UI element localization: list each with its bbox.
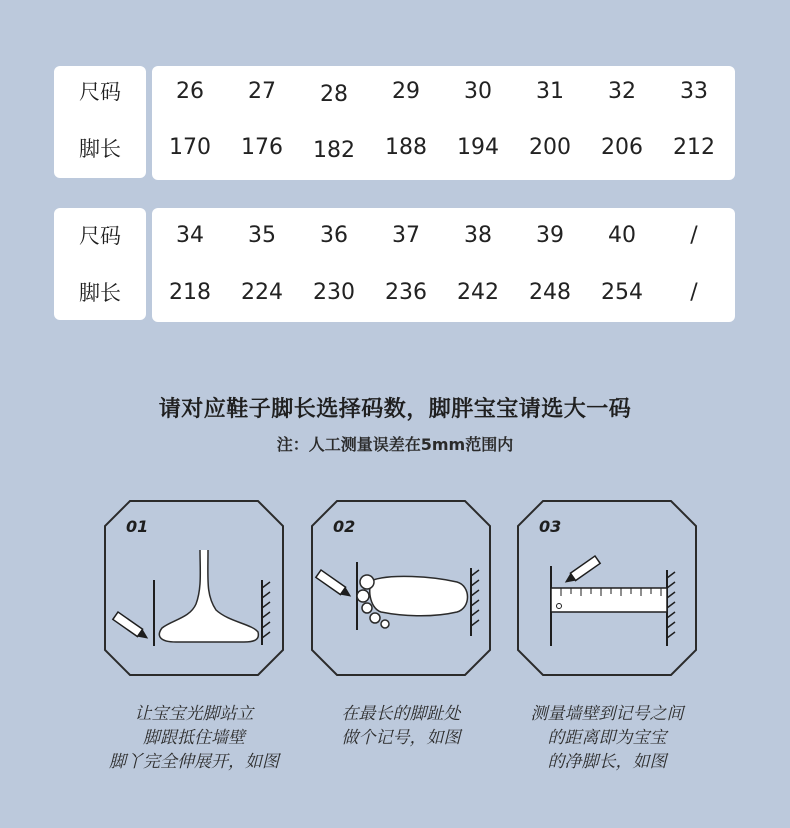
caption-line: 脚丫完全伸展开，如图 [109,752,279,772]
length-cell: 194 [457,135,499,160]
length-cell: 170 [169,135,211,160]
size-cell: 26 [176,79,204,104]
length-cell: 248 [529,280,571,305]
length-label: 脚长 [79,137,121,161]
size-cell: 36 [320,223,348,248]
step-2-caption [301,702,501,750]
caption-line: 脚跟抵住墙壁 [143,728,245,748]
size-table-2-labels [54,208,146,320]
size-label: 尺码 [79,224,121,248]
step-3-illustration [517,500,697,676]
wall-icon [471,568,479,636]
wall-icon [667,570,675,646]
step-1-caption [94,702,294,774]
wall-icon [262,580,270,645]
size-cell: 39 [536,223,564,248]
size-row [152,77,735,107]
caption-line: 的净脚长，如图 [547,752,667,772]
size-table-2-values [152,208,735,322]
size-cell: 27 [248,79,276,104]
size-label: 尺码 [79,80,121,104]
size-cell: 35 [248,223,276,248]
step-3-caption [507,702,707,774]
length-cell: 212 [673,135,715,160]
size-table-1-values [152,66,735,180]
length-cell: 254 [601,280,643,305]
size-cell: 31 [536,79,564,104]
measurement-note: 注：人工测量误差在5mm范围内 [276,435,514,454]
headline: 请对应鞋子脚长选择码数，脚胖宝宝请选大一码 [158,397,632,422]
step-number: 02 [333,517,356,536]
step-2-illustration [311,500,491,676]
pencil-icon [316,570,354,600]
length-row [152,133,735,163]
pencil-icon [562,556,600,586]
caption-line: 让宝宝光脚站立 [134,704,254,724]
size-cell: 29 [392,79,420,104]
foot-icon [357,575,468,628]
step-number: 01 [126,517,149,536]
pencil-icon [113,612,151,642]
length-cell: 242 [457,280,499,305]
length-cell: 224 [241,280,283,305]
size-cell: 34 [176,223,204,248]
foot-icon [159,550,258,642]
size-cell: 37 [392,223,420,248]
caption-line: 测量墙壁到记号之间 [530,704,684,724]
size-table-1 [54,66,735,178]
ruler-icon [551,588,667,612]
caption-line: 做个记号，如图 [341,728,461,748]
length-cell: 182 [313,138,355,163]
size-cell: 30 [464,79,492,104]
step-1-illustration [104,500,284,676]
size-cell: 33 [680,79,708,104]
length-cell: 206 [601,135,643,160]
length-cell: / [690,280,698,305]
length-cell: 176 [241,135,283,160]
size-cell: 40 [608,223,636,248]
size-cell: 28 [320,82,348,107]
size-row [152,221,735,251]
caption-line: 的距离即为宝宝 [547,728,667,748]
length-cell: 236 [385,280,427,305]
size-table-1-labels [54,66,146,178]
step-number: 03 [539,517,562,536]
length-row [152,278,735,308]
size-cell: 32 [608,79,636,104]
length-cell: 218 [169,280,211,305]
length-label: 脚长 [79,281,121,305]
size-table-2 [54,208,735,320]
length-cell: 188 [385,135,427,160]
caption-line: 在最长的脚趾处 [341,704,461,724]
length-cell: 200 [529,135,571,160]
length-cell: 230 [313,280,355,305]
size-cell: / [690,223,698,248]
size-cell: 38 [464,223,492,248]
